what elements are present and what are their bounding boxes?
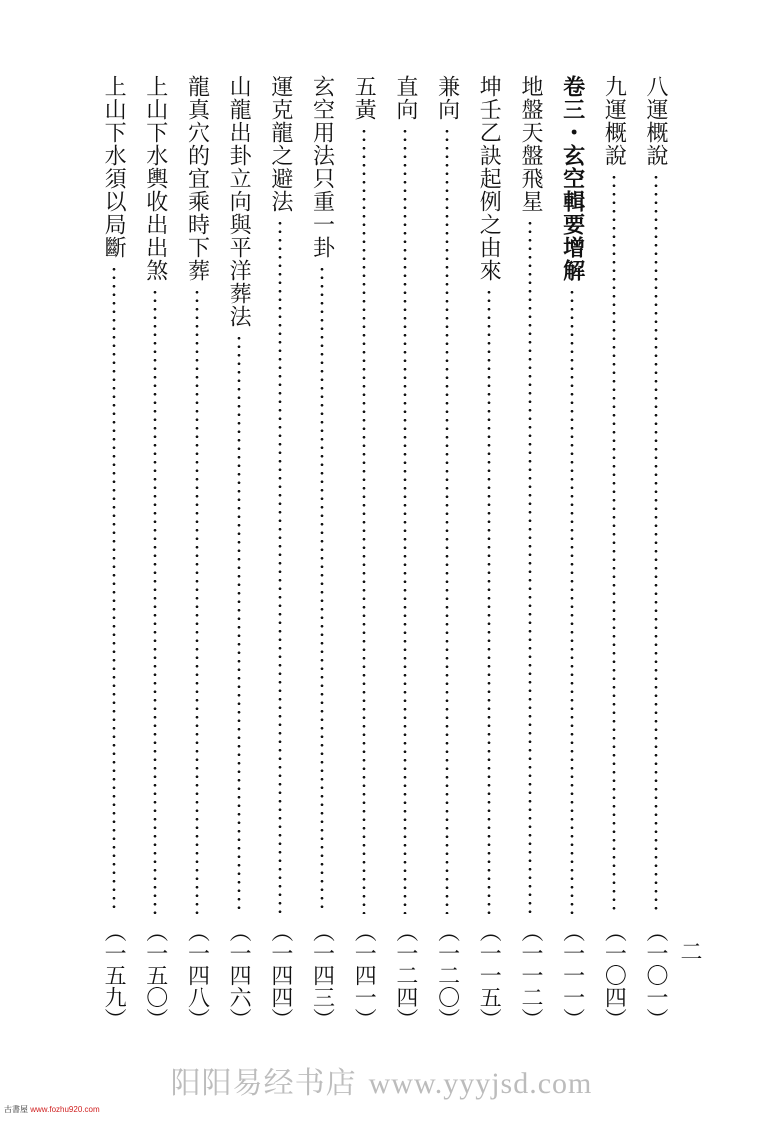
toc-entry-page: （一一五）	[476, 920, 502, 1030]
toc-entry-page: （一五〇）	[142, 920, 168, 1030]
toc-entry	[432, 75, 463, 1030]
toc-entry	[473, 75, 504, 1030]
toc-entry-page: （一〇四）	[601, 920, 627, 1030]
toc-entry-title: 五黃	[351, 75, 377, 121]
watermark	[0, 1058, 763, 1102]
toc-entry-page: （一四八）	[184, 920, 210, 1030]
dot-leader	[528, 219, 532, 914]
corner-credit	[4, 1104, 100, 1115]
table-of-contents	[98, 75, 671, 1030]
dot-leader	[237, 334, 241, 914]
toc-entry-page: （一二四）	[392, 920, 418, 1030]
toc-entry	[140, 75, 171, 1030]
toc-entry-title: 玄空用法只重一卦	[309, 75, 335, 259]
dot-leader	[612, 173, 616, 914]
dot-leader	[112, 265, 116, 914]
dot-leader	[195, 288, 199, 914]
dot-leader	[487, 288, 491, 914]
toc-entry-title: 九運概說	[601, 75, 627, 167]
toc-section-heading	[557, 75, 588, 1030]
dot-leader	[320, 265, 324, 914]
dot-leader	[153, 288, 157, 914]
toc-entry-page: （一五九）	[101, 920, 127, 1030]
dot-leader	[278, 219, 282, 914]
watermark-url: www.yyyjsd.com	[368, 1067, 593, 1100]
toc-entry-page: （一〇一）	[643, 920, 668, 1030]
toc-entry-page: （一四一）	[351, 920, 377, 1030]
toc-entry-title: 地盤天盤飛星	[517, 75, 543, 213]
dot-leader	[362, 127, 366, 914]
toc-entry	[348, 75, 379, 1030]
toc-entry	[598, 75, 629, 1030]
toc-entry	[515, 75, 546, 1030]
toc-entry	[390, 75, 421, 1030]
toc-entry-page: （一一二）	[517, 920, 543, 1030]
toc-entry-page: （一二〇）	[434, 920, 460, 1030]
dot-leader	[403, 127, 407, 914]
dot-leader	[654, 173, 658, 914]
toc-entry-title: 直向	[392, 75, 418, 121]
toc-entry	[98, 75, 129, 1030]
toc-entry	[640, 75, 671, 1030]
toc-entry-title: 兼向	[434, 75, 460, 121]
toc-entry	[181, 75, 212, 1030]
page-number: 二	[677, 940, 702, 962]
toc-entry-title: 上山下水輿收出出煞	[142, 75, 168, 282]
toc-entry-page: （一四六）	[226, 920, 252, 1030]
toc-entry-title: 卷三・玄空輯要增解	[559, 75, 586, 282]
toc-entry-title: 上山下水須以局斷	[101, 75, 127, 259]
toc-entry-title: 山龍出卦立向與平洋葬法	[226, 75, 252, 328]
toc-entry	[265, 75, 296, 1030]
toc-entry-page: （一四四）	[267, 920, 293, 1030]
toc-entry-title: 坤壬乙訣起例之由來	[476, 75, 502, 282]
toc-entry-page: （一一一）	[559, 920, 585, 1030]
toc-entry-title: 龍真穴的宜乘時下葬	[184, 75, 210, 282]
watermark-store: 阳阳易经书店	[170, 1067, 357, 1100]
corner-site: www.fozhu920.com	[30, 1105, 100, 1114]
toc-entry-title: 八運概說	[643, 75, 668, 167]
toc-entry-page: （一四三）	[309, 920, 335, 1030]
corner-label: 古書屋	[4, 1105, 28, 1114]
dot-leader	[445, 127, 449, 914]
dot-leader	[570, 288, 574, 914]
toc-entry-title: 運克龍之避法	[267, 75, 293, 213]
toc-entry	[307, 75, 338, 1030]
toc-entry	[223, 75, 254, 1030]
